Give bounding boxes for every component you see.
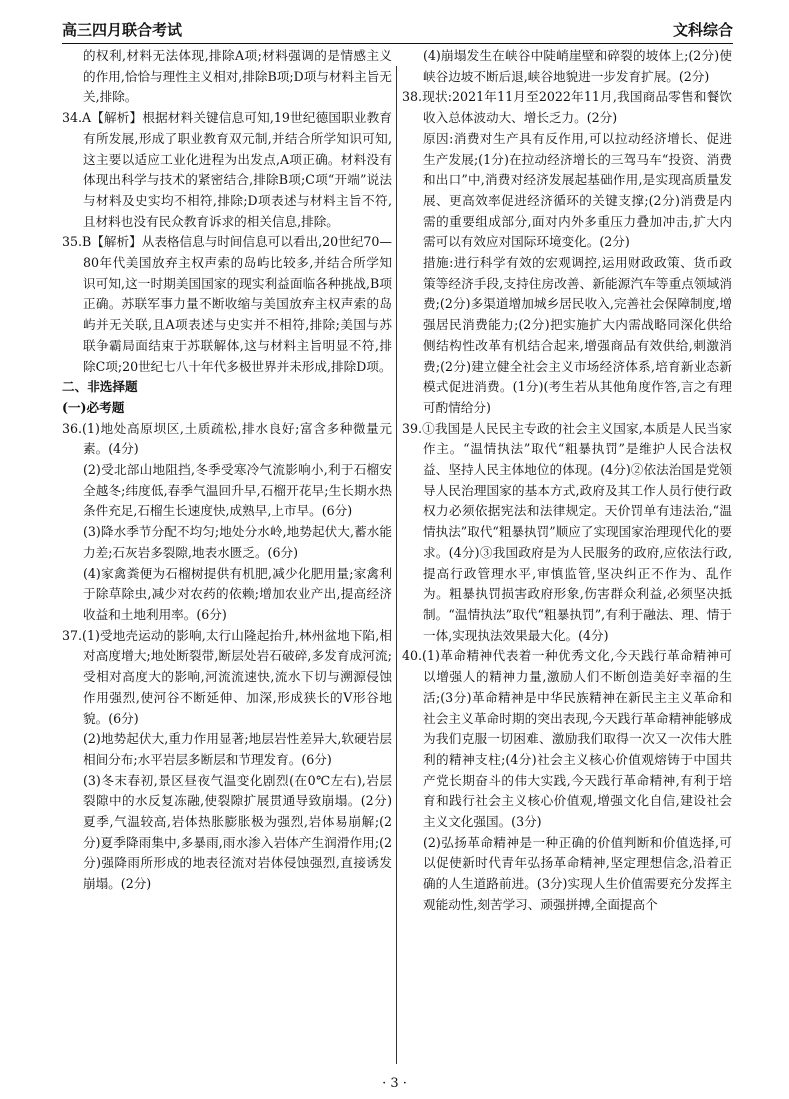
left-column <box>62 46 392 895</box>
header-exam-title: 高三四月联合考试 <box>62 21 183 39</box>
answer-37-2: (2)地势起伏大,重力作用显著;地层岩性差异大,软硬岩层相间分布;水平岩层多断层和节理发育。(6分) <box>83 731 392 767</box>
page-header <box>62 14 733 44</box>
answer-40-2: (2)弘扬革命精神是一种正确的价值判断和价值选择,可以促使新时代青年弘扬革命精神,坚定理想信念,沿着正确的人生道路前进。(3分)实现人生价值需要充分发挥主观能动性,刻苦学习、顽强拼搏,全面提高个 <box>423 834 732 912</box>
answer-38-measures: 措施:进行科学有效的宏观调控,运用财政政策、货币政策等经济手段,支持住房改善、新能源汽车等重点领域消费;(2分)多渠道增加城乡居民收入,完善社会保障制度,增强居民消费能力;(2分)把实施扩大内需战略同深化供给侧结构性改革有机结合起来,增强商品有效供给,刺激消费;(2分)建立健全社会主义市场经济体系,培育新业态新模式促进消费。(1分)(考生若从其他角度作答,言之有理可酌情给分) <box>423 255 732 415</box>
answer-36-2: (2)受北部山地阻挡,冬季受寒冷气流影响小,利于石榴安全越冬;纬度低,春季气温回升早,石榴开花早;生长期水热条件充足,石榴生长速度快,成熟早,上市早。(6分) <box>83 462 392 519</box>
column-divider <box>396 66 397 1064</box>
section-heading-non-choice: 二、非选择题 <box>62 379 138 395</box>
answer-36-1: 36.(1)地处高原坝区,土质疏松,排水良好;富含多种微量元素。(4分) <box>62 420 392 457</box>
answer-35: 35.B【解析】从表格信息与时间信息可以看出,20世纪70—80年代美国放弃主权声索的岛屿比较多,并结合所学知识可知,这一时期美国国家的现实利益面临各种挑战,B项正确。苏联军事力量不断收缩与美国放弃主权声索的岛屿并无关联,且A项表述与史实并不相符,排除;美国与苏联争霸局面结束于苏联解体,这与材料主旨明显不符,排除C项;20世纪七八十年代多极世界并未形成,排除D项。 <box>62 234 392 374</box>
header-subject: 文科综合 <box>672 21 733 39</box>
paragraph-33-continued: 的权利,材料无法体现,排除A项;材料强调的是情感主义的作用,恰恰与理性主义相对,排除B项;D项与材料主旨无关,排除。 <box>83 48 392 105</box>
answer-38-reason: 原因:消费对生产具有反作用,可以拉动经济增长、促进生产发展;(1分)在拉动经济增长的三驾马车“投资、消费和出口”中,消费对经济发展起基础作用,是实现高质量发展、更高效率促进经济循环的关键支撑;(2分)消费是内需的重要组成部分,面对内外多重压力叠加冲击,扩大内需可以有效应对国际环境变化。(2分) <box>423 130 732 250</box>
answer-34: 34.A【解析】根据材料关键信息可知,19世纪德国职业教育有所发展,形成了职业教育双元制,并结合所学知识可知,这主要以适应工业化进程为出发点,A项正确。材料没有体现出科学与技术的紧密结合,排除B项;C项“开端”说法与材料及史实均不相符,排除;D项表述与材料主旨不符,且材料也没有民众教育诉求的相关信息,排除。 <box>62 110 392 229</box>
subsection-heading-required: (一)必考题 <box>62 399 125 415</box>
answer-37-4: (4)崩塌发生在峡谷中陡峭崖壁和碎裂的坡体上;(2分)使峡谷边坡不断后退,峡谷地貌进一步发育扩展。(2分) <box>423 48 732 84</box>
page-number: · 3 · <box>382 1076 407 1091</box>
answer-39: 39.①我国是人民民主专政的社会主义国家,本质是人民当家作主。“温情执法”取代“粗暴执罚”是维护人民合法权益、坚持人民主体地位的体现。(4分)②依法治国是党领导人民治理国家的基本方式,政府及其工作人员行使行政权力必须依据宪法和法律规定。天价罚单有违法治,“温情执法”取代“粗暴执罚”顺应了实现国家治理现代化的要求。(4分)③我国政府是为人民服务的政府,应依法行政,提高行政管理水平,审慎监管,坚决纠正不作为、乱作为。粗暴执罚损害政府形象,伤害群众利益,必须坚决抵制。“温情执法”取代“粗暴执罚”,有利于融法、理、情于一体,实现执法效果最大化。(4分) <box>402 420 732 643</box>
answer-36-3: (3)降水季节分配不均匀;地处分水岭,地势起伏大,蓄水能力差;石灰岩多裂隙,地表水匮乏。(6分) <box>83 524 392 560</box>
answer-38-status: 38.现状:2021年11月至2022年11月,我国商品零售和餐饮收入总体波动大、增长乏力。(2分) <box>402 89 732 126</box>
right-column <box>402 46 732 916</box>
answer-37-1: 37.(1)受地壳运动的影响,太行山隆起抬升,林州盆地下陷,相对高度增大;地处断裂带,断层处岩石破碎,多发育成河流;受相对高度大的影响,河流流速快,流水下切与溯源侵蚀作用强烈,使河谷不断延伸、加深,形成狭长的V形谷地貌。(6分) <box>62 627 392 726</box>
answer-36-4: (4)家禽粪便为石榴树提供有机肥,减少化肥用量;家禽利于除草除虫,减少对农药的依赖;增加农业产出,提高经济收益和土地利用率。(6分) <box>83 565 392 622</box>
answer-40-1: 40.(1)革命精神代表着一种优秀文化,今天践行革命精神可以增强人的精神力量,激励人们不断创造美好幸福的生活;(3分)革命精神是中华民族精神在新民主主义革命和社会主义革命时期的突出表现,今天践行革命精神能够成为我们克服一切困难、激励我们取得一次又一次伟大胜利的精神支柱;(4分)社会主义核心价值观熔铸于中国共产党长期奋斗的伟大实践,今天践行革命精神,有利于培育和践行社会主义核心价值观,增强文化自信,建设社会主义文化强国。(3分) <box>402 648 732 830</box>
answer-37-3: (3)冬末春初,景区昼夜气温变化剧烈(在0℃左右),岩层裂隙中的水反复冻融,使裂隙扩展贯通导致崩塌。(2分)夏季,气温较高,岩体热胀膨胀极为强烈,岩体易崩解;(2分)夏季降雨集中,多暴雨,雨水渗入岩体产生润滑作用;(2分)强降雨所形成的地表径流对岩体侵蚀强烈,直接诱发崩塌。(2分) <box>83 772 392 892</box>
